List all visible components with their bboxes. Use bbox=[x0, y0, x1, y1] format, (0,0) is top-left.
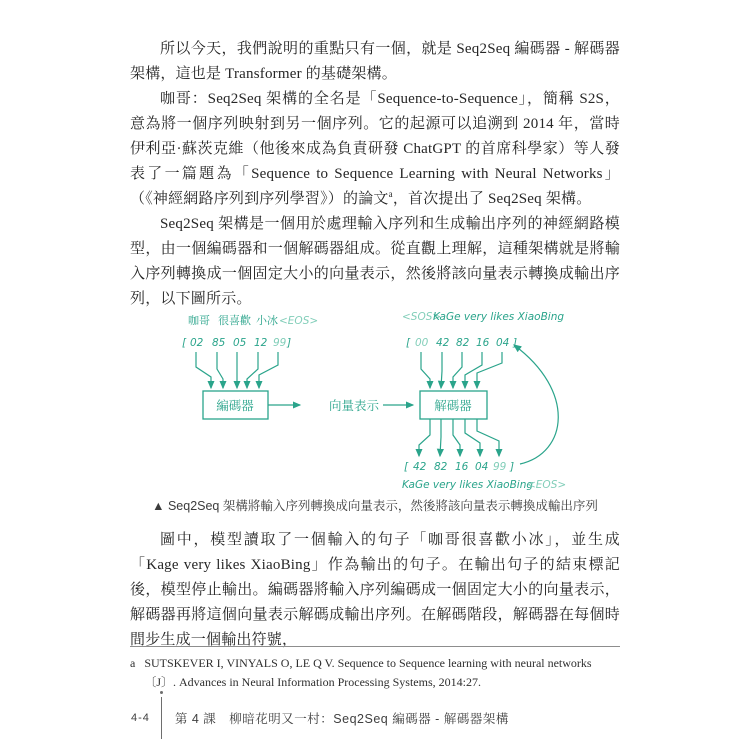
id-42: 42 bbox=[436, 337, 450, 349]
input-word-likes: 很喜歡 bbox=[218, 314, 251, 327]
input-word-xiaobing: 小冰 bbox=[256, 314, 278, 327]
seq2seq-figure bbox=[130, 303, 620, 499]
decoder-input-arrows bbox=[421, 352, 502, 388]
sos-token: <SOS> bbox=[402, 311, 442, 323]
id-99: 99 bbox=[493, 461, 507, 473]
id-42: 42 bbox=[413, 461, 427, 473]
feedback-arrow bbox=[514, 345, 558, 464]
footnote-text: SUTSKEVER I, VINYALS O, LE Q V. Sequence to Sequence learning with neural networks 〔J〕. Advances in Neural Information Processing Systems, 2014:27. bbox=[144, 656, 592, 689]
page-number: 4-4 bbox=[131, 712, 150, 724]
id-05: 05 bbox=[233, 337, 247, 349]
decoder-input-ids bbox=[406, 337, 517, 349]
bracket-close: ] bbox=[513, 337, 518, 349]
figure-caption: ▲ Seq2Seq 架構將輸入序列轉換成向量表示，然後將該向量表示轉換成輸出序列 bbox=[152, 499, 598, 513]
id-04: 04 bbox=[496, 337, 510, 349]
id-16: 16 bbox=[455, 461, 469, 473]
decoder-output-tokens bbox=[402, 479, 566, 491]
encoder-input-arrows bbox=[196, 352, 278, 388]
paragraph-3: Seq2Seq 架構是一個用於處理輸入序列和生成輸出序列的神經網路模型，由一個編碼器和一個解碼器組成。從直觀上理解，這種架構就是將輸入序列轉換成一個固定大小的向量表示，然後將該向量表示轉換成輸出序列，以下圖所示。 bbox=[130, 216, 620, 307]
id-02: 02 bbox=[190, 337, 204, 349]
encoder-input-tokens bbox=[188, 313, 318, 327]
bracket-close: ] bbox=[287, 337, 292, 349]
decoder-output-sentence: KaGe very likes XiaoBing bbox=[402, 479, 534, 491]
input-word-kage: 咖哥 bbox=[188, 314, 210, 327]
input-eos-token: <EOS> bbox=[279, 315, 319, 327]
id-04: 04 bbox=[475, 461, 489, 473]
page-footer bbox=[131, 696, 509, 740]
seq2seq-diagram-svg bbox=[130, 303, 620, 499]
id-12: 12 bbox=[254, 337, 268, 349]
bracket-open: [ bbox=[182, 337, 187, 349]
id-82: 82 bbox=[434, 461, 448, 473]
footer-divider bbox=[161, 697, 162, 739]
footnote-ref-a: a bbox=[388, 189, 393, 199]
id-16: 16 bbox=[476, 337, 490, 349]
paragraph-2-text: 咖哥：Seq2Seq 架構的全名是「Sequence-to-Sequence」，簡稱 S2S，意為將一個序列映射到另一個序列。它的起源可以追溯到 2014 年，當時伊利亞·蘇茨克維（他後來成為負責研發 ChatGPT 的首席科學家）等人發表了一篇題為「Sequence to Sequence Learning with Neural Networks」（《神經網路序列到序列學習》）的論文 bbox=[130, 91, 620, 207]
decoder-output-ids bbox=[404, 461, 514, 473]
bracket-open: [ bbox=[404, 461, 409, 473]
paragraph-2 bbox=[130, 87, 620, 212]
bracket-open: [ bbox=[406, 337, 411, 349]
decoder-input-tokens bbox=[402, 311, 564, 323]
id-99: 99 bbox=[273, 337, 287, 349]
id-82: 82 bbox=[456, 337, 470, 349]
decoder-input-sentence: KaGe very likes XiaoBing bbox=[433, 311, 565, 323]
id-00: 00 bbox=[415, 337, 429, 349]
paragraph-1: 所以今天，我們說明的重點只有一個，就是 Seq2Seq 編碼器 - 解碼器架構，這也是 Transformer 的基礎架構。 bbox=[130, 41, 620, 82]
footnote bbox=[130, 646, 620, 692]
body-text bbox=[130, 37, 620, 312]
id-85: 85 bbox=[212, 337, 226, 349]
vector-label: 向量表示 bbox=[329, 398, 380, 413]
chapter-title: 第 4 課 柳暗花明又一村：Seq2Seq 編碼器 - 解碼器架構 bbox=[174, 712, 509, 726]
body-text-lower bbox=[130, 528, 620, 653]
decoder-label: 解碼器 bbox=[434, 398, 472, 413]
paragraph-4: 圖中，模型讀取了一個輸入的句子「咖哥很喜歡小冰」，並生成「Kage very likes XiaoBing」作為輸出的句子。在輸出句子的結束標記後，模型停止輸出。編碼器將輸入序列編碼成一個固定大小的向量表示，解碼器再將這個向量表示解碼成輸出序列。在解碼階段，解碼器在每個時間步生成一個輸出符號， bbox=[130, 532, 620, 648]
bracket-close: ] bbox=[510, 461, 515, 473]
paragraph-2-tail: ，首次提出了 Seq2Seq 架構。 bbox=[392, 191, 592, 207]
encoder-label: 編碼器 bbox=[216, 398, 254, 413]
encoder-input-ids bbox=[182, 337, 291, 349]
footnote-label: a bbox=[130, 656, 136, 670]
output-eos-token: <EOS> bbox=[527, 479, 567, 491]
decoder-output-arrows bbox=[419, 419, 499, 456]
footnote-divider bbox=[130, 646, 620, 647]
